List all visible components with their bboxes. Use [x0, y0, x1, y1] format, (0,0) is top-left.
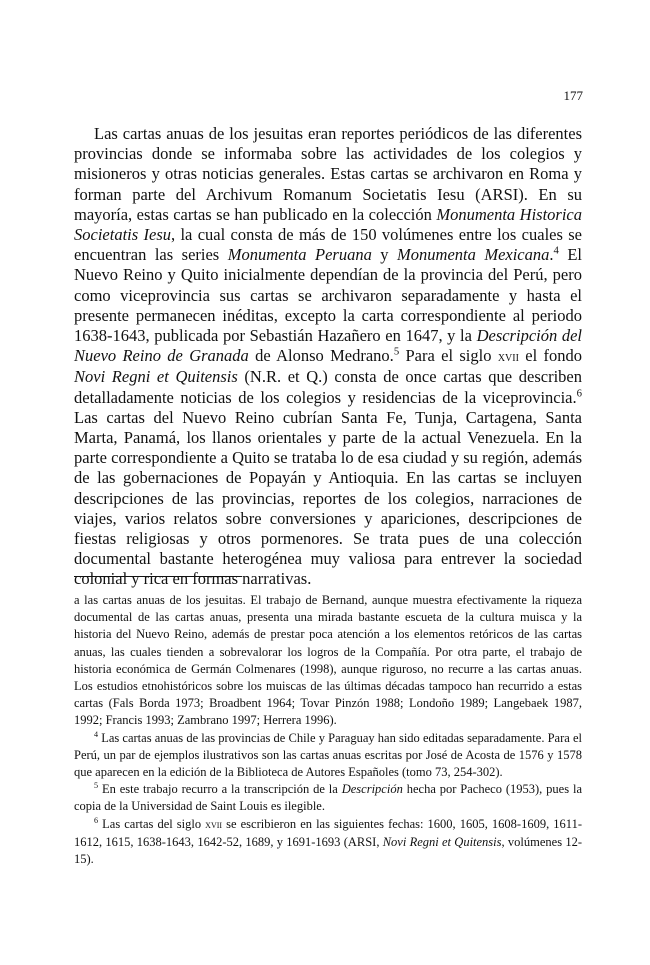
footnote-continuation: a las cartas anuas de los jesuitas. El trabajo de Bernand, aunque muestra efectivamente la riqueza documental de las cartas anuas, presenta una mirada bastante escueta de la cultura muisca y la historia del Nuevo Reino, además de prestar poca atención a los elementos retóricos de las cartas anuas, las cuales tienden a sobrevalorar los logros de la Compañía. Por otra parte, el trabajo de historia económica de Germán Colmenares (1998), aunque riguroso, no recurre a las cartas anuas. Los estudios etnohistóricos sobre los muiscas de las últimas décadas tampoco han recurrido a estas cartas (Fals Borda 1973; Broadbent 1964; Tovar Pinzón 1988; Londoño 1989; Langebaek 1987, 1992; Francis 1993; Zambrano 1997; Herrera 1996).: [74, 593, 582, 728]
body-italic-title: Monumenta Peruana: [227, 245, 372, 265]
footnote-italic: Descripción: [341, 782, 403, 797]
footnotes: [74, 592, 582, 868]
footnote-text: Las cartas del siglo: [98, 816, 206, 831]
century-small-caps: xvii: [205, 818, 223, 831]
body-text-run: Las cartas del Nuevo Reino cubrían Santa Fe, Tunja, Cartagena, Santa Marta, Panamá, los llanos orientales y parte de la actual Venezuela. En la parte correspondiente a Quito se trataba lo de esa ciudad y su región, además de las gobernaciones de Popayán y Antioquia. En las cartas se incluyen descripciones de las provincias, reportes de los colegios, narraciones de viajes, varios relatos sobre conversiones y apariciones, descripciones de fiestas religiosas y otros pormenores. Se trata pues de una colección documental bastante heterogénea muy valiosa para entrever la sociedad colonial y rica en formas narrativas.: [74, 407, 582, 589]
footnote-ref-5: 5: [393, 345, 400, 358]
century-small-caps: xvii: [497, 349, 519, 366]
body-text-run: el fondo: [518, 346, 582, 366]
footnote-text: hecha por Pacheco (1953), pues la copia de la Universidad de Saint Louis es ilegible.: [74, 782, 583, 814]
body-text-run: El Nuevo Reino y Quito inicialmente dependían de la provincia del Perú, pero como viceprovincia sus cartas se archivaron separadamente y hasta el presente permanecen inéditas, excepto la carta correspondiente al periodo 1638-1643, publicada por Sebastián Hazañero en 1647, y la: [74, 245, 582, 346]
footnote-text: Las cartas anuas de las provincias de Chile y Paraguay han sido editadas separadamente. Para el Perú, un par de ejemplos ilustrativos son las cartas anuas escritas por José de Acosta de 1576 y 1578 que aparecen en la edición de la Biblioteca de Autores Españoles (tomo 73, 254-302).: [74, 730, 582, 780]
footnote-ref-6: 6: [576, 387, 582, 400]
footnote-text: En este trabajo recurro a la transcripción de la: [98, 782, 342, 797]
footnote-5: [74, 781, 582, 815]
footnote-text: , volúmenes 12-15).: [74, 834, 582, 867]
body-text-run: y: [371, 245, 398, 265]
footnote-rule: [74, 576, 242, 577]
body-italic-title: Monumenta Mexicana: [397, 245, 550, 265]
footnote-ref-4: 4: [553, 244, 559, 257]
body-italic-title: Novi Regni et Quitensis: [74, 367, 238, 387]
footnote-4: [74, 730, 582, 782]
footnote-number: 6: [94, 815, 99, 825]
body-italic-title: Monumenta Historica Societatis Iesu: [74, 204, 582, 245]
page-number: 177: [563, 88, 583, 103]
body-text-run: , la cual consta de más de 150 volúmenes entre los cuales se encuentran las series: [74, 225, 582, 265]
footnote-6: [74, 816, 582, 869]
body-paragraph: [74, 124, 582, 590]
body-text-run: (N.R. et Q.) consta de once cartas que describen detalladamente noticias de los colegios y residencias de la viceprovincia.: [74, 367, 582, 407]
footnote-number: 4: [94, 729, 99, 739]
body-text-run: Las cartas anuas de los jesuitas eran reportes periódicos de las diferentes provincias donde se informaba sobre las actividades de los colegios y misioneros y otras noticias generales. Estas cartas se archivaron en Roma y forman parte del Archivum Romanum Societatis Iesu (ARSI). En su mayoría, estas cartas se han publicado en la colección: [74, 124, 582, 224]
body-text-run: Para el siglo: [399, 346, 498, 366]
footnote-italic: Novi Regni et Quitensis: [382, 834, 502, 849]
body-text-run: .: [549, 245, 554, 265]
footnote-number: 5: [94, 781, 99, 791]
footnote-text: se escribieron en las siguientes fechas: 1600, 1605, 1608-1609, 1611-1612, 1615, 1638-1643, 1642-52, 1689, y 1691-1693 (ARSI,: [74, 816, 582, 849]
body-italic-title: Descripción del Nuevo Reino de Granada: [74, 326, 582, 366]
body-text-run: de Alonso Medrano.: [248, 346, 394, 366]
